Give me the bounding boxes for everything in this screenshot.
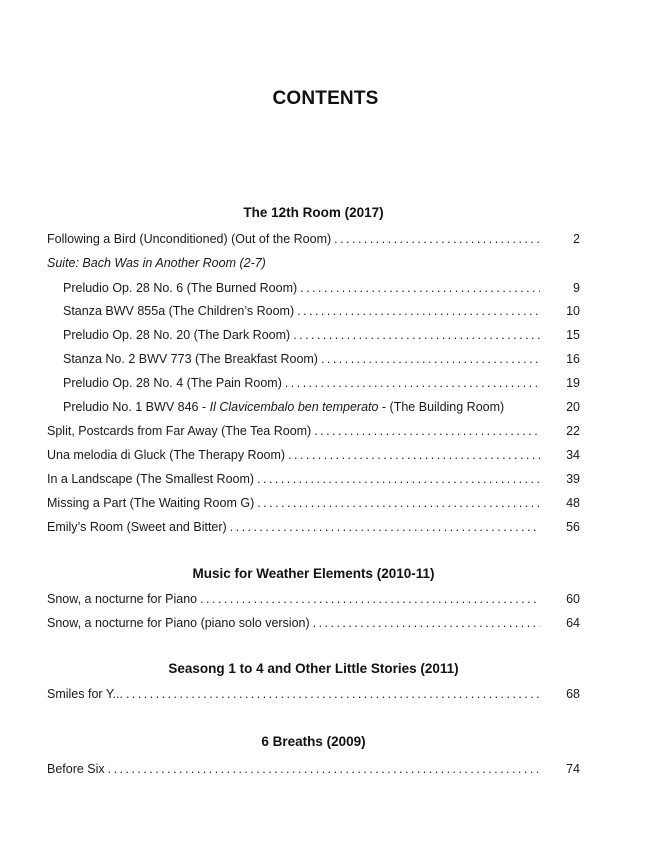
- entry-title-part: Preludio No. 1 BWV 846 -: [63, 400, 210, 414]
- toc-entry[interactable]: [47, 422, 580, 440]
- toc-entry[interactable]: [47, 230, 580, 248]
- entry-page-number: 64: [566, 616, 580, 630]
- page-title: CONTENTS: [272, 88, 379, 109]
- entry-page-number: 20: [566, 400, 580, 414]
- entry-title: Preludio Op. 28 No. 20 (The Dark Room): [63, 328, 291, 342]
- entry-title: Smiles for Y...: [47, 687, 123, 701]
- dot-leader: [321, 350, 540, 368]
- toc-entry[interactable]: [47, 470, 580, 488]
- entry-page-number: 56: [566, 520, 580, 534]
- entry-page-number: 10: [566, 304, 580, 318]
- entry-title-part: - (The Building Room): [378, 400, 505, 414]
- dot-leader: [126, 685, 540, 703]
- dot-leader: [257, 494, 540, 512]
- dot-leader: [285, 374, 540, 392]
- entry-page-number: 48: [566, 496, 580, 510]
- entry-title: Before Six: [47, 762, 105, 776]
- entry-title: Una melodia di Gluck (The Therapy Room): [47, 448, 286, 462]
- dot-leader: [200, 590, 540, 608]
- entry-title: Emily’s Room (Sweet and Bitter): [47, 520, 227, 534]
- toc-subheading-suite: [47, 254, 580, 272]
- entry-page-number: 60: [566, 592, 580, 606]
- dot-leader: [230, 518, 540, 536]
- entry-title: Stanza No. 2 BWV 773 (The Breakfast Room): [63, 352, 318, 366]
- entry-title: Stanza BWV 855a (The Children’s Room): [63, 304, 295, 318]
- entry-page-number: 68: [566, 687, 580, 701]
- dot-leader: [314, 422, 540, 440]
- section-heading-weather-elements: Music for Weather Elements (2010-11): [192, 566, 435, 581]
- dot-leader: [293, 326, 540, 344]
- toc-entry[interactable]: [63, 398, 580, 416]
- entry-page-number: 15: [566, 328, 580, 342]
- entry-page-number: 2: [573, 232, 580, 246]
- entry-page-number: 34: [566, 448, 580, 462]
- entry-page-number: 74: [566, 762, 580, 776]
- dot-leader: [297, 302, 540, 320]
- entry-title: Suite: Bach Was in Another Room (2-7): [47, 256, 266, 270]
- entry-title: Split, Postcards from Far Away (The Tea Room): [47, 424, 312, 438]
- dot-leader: [108, 760, 540, 778]
- entry-title: In a Landscape (The Smallest Room): [47, 472, 255, 486]
- dot-leader: [334, 230, 540, 248]
- entry-page-number: 39: [566, 472, 580, 486]
- entry-page-number: 9: [573, 281, 580, 295]
- entry-page-number: 19: [566, 376, 580, 390]
- toc-entry[interactable]: [47, 590, 580, 608]
- toc-entry[interactable]: [47, 494, 580, 512]
- toc-entry[interactable]: [63, 279, 580, 297]
- entry-page-number: 22: [566, 424, 580, 438]
- entry-page-number: 16: [566, 352, 580, 366]
- entry-title: Preludio Op. 28 No. 6 (The Burned Room): [63, 281, 298, 295]
- entry-title: Preludio Op. 28 No. 4 (The Pain Room): [63, 376, 282, 390]
- toc-entry[interactable]: [47, 518, 580, 536]
- toc-entry[interactable]: [47, 685, 580, 703]
- toc-entry[interactable]: [63, 350, 580, 368]
- dot-leader: [288, 446, 540, 464]
- dot-leader: [313, 614, 540, 632]
- entry-title: Following a Bird (Unconditioned) (Out of the Room): [47, 232, 332, 246]
- entry-title: Missing a Part (The Waiting Room G): [47, 496, 255, 510]
- entry-title: Snow, a nocturne for Piano (piano solo version): [47, 616, 310, 630]
- toc-entry[interactable]: [63, 374, 580, 392]
- entry-title-italic-part: Il Clavicembalo ben temperato: [209, 400, 379, 414]
- section-heading-seasong: Seasong 1 to 4 and Other Little Stories (2011): [168, 661, 459, 676]
- section-heading-12th-room: The 12th Room (2017): [243, 205, 384, 220]
- toc-entry[interactable]: [47, 614, 580, 632]
- entry-title: [63, 398, 504, 416]
- toc-entry[interactable]: [47, 446, 580, 464]
- dot-leader: [300, 279, 540, 297]
- toc-entry[interactable]: [63, 326, 580, 344]
- toc-entry[interactable]: [47, 760, 580, 778]
- section-heading-6-breaths: 6 Breaths (2009): [261, 734, 366, 749]
- toc-entry[interactable]: [63, 302, 580, 320]
- entry-title: Snow, a nocturne for Piano: [47, 592, 198, 606]
- dot-leader: [257, 470, 540, 488]
